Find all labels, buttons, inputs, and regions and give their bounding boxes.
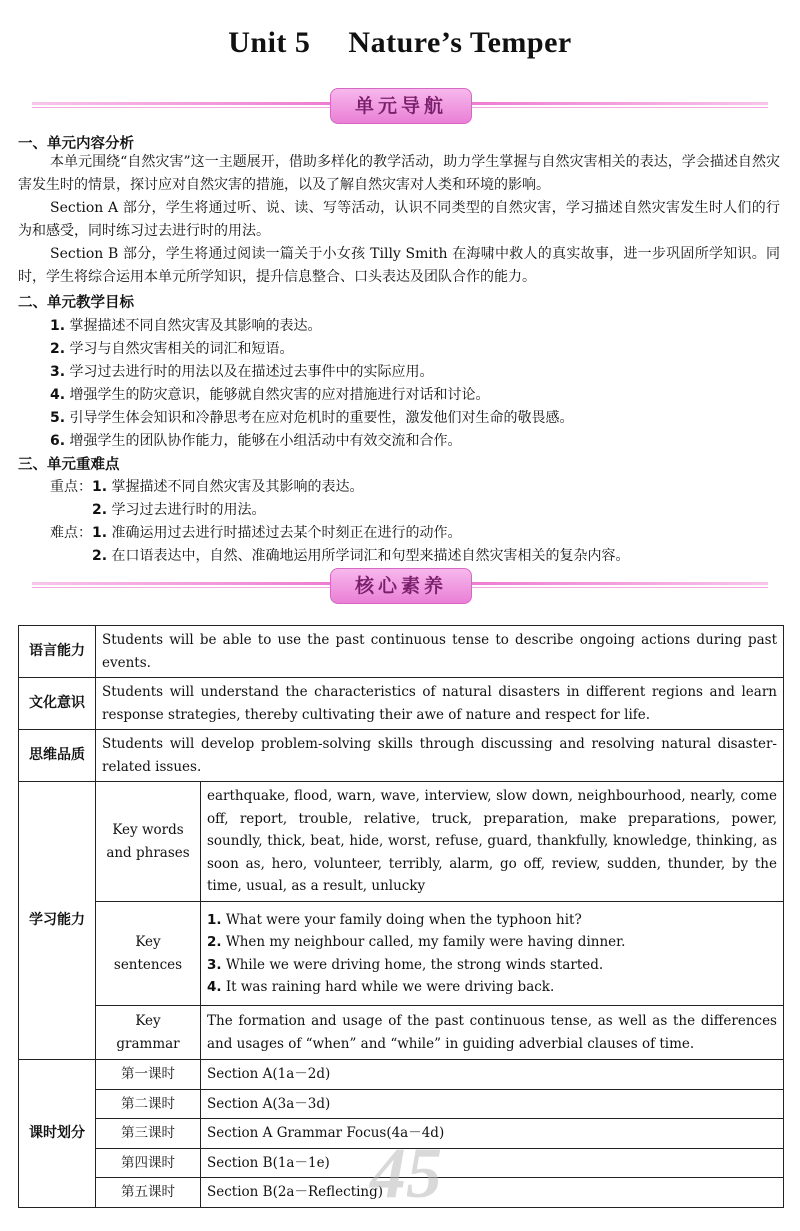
lesson-label: 第一课时 — [96, 1060, 201, 1090]
key-point-2: 2. 学习过去进行时的用法。 — [92, 502, 266, 518]
key-words-label: Key words and phrases — [96, 782, 201, 902]
section1-paragraph-2: Section A 部分，学生将通过听、说、读、写等活动，认识不同类型的自然灾害，学习描述自然灾害发生时人们的行为和感受，同时练习过去进行时的用法。 — [18, 200, 780, 239]
goal-item: 3. 学习过去进行时的用法以及在描述过去事件中的实际应用。 — [50, 364, 434, 380]
section1-heading: 一、单元内容分析 — [18, 136, 134, 152]
banner-guide-label: 单元导航 — [330, 88, 472, 124]
goal-item: 2. 学习与自然灾害相关的词汇和短语。 — [50, 341, 294, 357]
section1-paragraph-3: Section B 部分，学生将通过阅读一篇关于小女孩 Tilly Smith 在海啸中救人的真实故事，进一步巩固所学知识。同时，学生将综合运用本单元所学知识，提升信息整合、口头表达及团队合作的能力。 — [18, 246, 780, 285]
section2-heading: 二、单元教学目标 — [18, 295, 134, 311]
difficult-point-1: 难点：1. 准确运用过去进行时描述过去某个时刻正在进行的动作。 — [50, 525, 462, 541]
key-sentences-list — [201, 902, 784, 1006]
thinking-text: Students will develop problem-solving skills through discussing and resolving natural disaster-related issues. — [96, 730, 784, 782]
table-row — [19, 1089, 784, 1119]
goal-item: 5. 引导学生体会知识和冷静思考在应对危机时的重要性，激发他们对生命的敬畏感。 — [50, 410, 574, 426]
row-label-schedule: 课时划分 — [19, 1060, 96, 1208]
lesson-content: Section B(1a－1e) — [201, 1148, 784, 1178]
table-row — [19, 1006, 784, 1060]
lesson-label: 第四课时 — [96, 1148, 201, 1178]
table-row — [19, 902, 784, 1006]
unit-number: Unit 5 — [228, 26, 311, 59]
page-title — [0, 26, 800, 60]
banner-core-label: 核心素养 — [330, 568, 472, 604]
section1-paragraph-1: 本单元围绕“自然灾害”这一主题展开，借助多样化的教学活动，助力学生掌握与自然灾害相关的表达，学会描述自然灾害发生时的情景，探讨应对自然灾害的措施，以及了解自然灾害对人类和环境的影响。 — [18, 154, 780, 193]
culture-text: Students will understand the characteristics of natural disasters in different regions and learn response strategies, thereby cultivating their awe of nature and respect for life. — [96, 678, 784, 730]
table-row — [19, 1060, 784, 1090]
key-point-1: 重点：1. 掌握描述不同自然灾害及其影响的表达。 — [50, 479, 364, 495]
lesson-label: 第五课时 — [96, 1178, 201, 1208]
key-sentence: 2. When my neighbour called, my family were having dinner. — [207, 934, 626, 950]
row-label-culture: 文化意识 — [19, 678, 96, 730]
section3-heading: 三、单元重难点 — [18, 457, 120, 473]
key-grammar-text: The formation and usage of the past continuous tense, as well as the differences and usages of “when” and “while” in guiding adverbial clauses of time. — [201, 1006, 784, 1060]
banner-core — [32, 566, 768, 606]
table-row — [19, 782, 784, 902]
banner-guide — [32, 86, 768, 126]
lesson-content: Section A(3a－3d) — [201, 1089, 784, 1119]
key-grammar-label: Key grammar — [96, 1006, 201, 1060]
key-sentence: 3. While we were driving home, the strong winds started. — [207, 956, 604, 973]
table-row — [19, 678, 784, 730]
page-number: 45 — [370, 1133, 442, 1213]
row-label-learning: 学习能力 — [19, 782, 96, 1060]
unit-name: Nature’s Temper — [348, 26, 572, 59]
language-text: Students will be able to use the past continuous tense to describe ongoing actions during past events. — [96, 626, 784, 678]
key-sentence: 1. What were your family doing when the typhoon hit? — [207, 911, 582, 928]
lesson-content: Section A Grammar Focus(4a－4d) — [201, 1119, 784, 1149]
key-sentences-label: Key sentences — [96, 902, 201, 1006]
goal-item: 1. 掌握描述不同自然灾害及其影响的表达。 — [50, 318, 322, 334]
lesson-label: 第三课时 — [96, 1119, 201, 1149]
difficult-point-2: 2. 在口语表达中，自然、准确地运用所学词汇和句型来描述自然灾害相关的复杂内容。 — [92, 548, 630, 564]
key-words-text: earthquake, flood, warn, wave, interview, slow down, neighbourhood, nearly, come off, report, trouble, relative, truck, preparation, make preparations, power, soundly, thick, beat, hide, worst, refuse, guard, thankfully, knowledge, thinking, as soon as, hero, volunteer, terribly, alarm, go off, review, sudden, thunder, by the time, usual, as a result, unlucky — [201, 782, 784, 902]
lesson-content: Section A(1a－2d) — [201, 1060, 784, 1090]
row-label-language: 语言能力 — [19, 626, 96, 678]
goal-item: 4. 增强学生的防灾意识，能够就自然灾害的应对措施进行对话和讨论。 — [50, 387, 490, 403]
lesson-content: Section B(2a－Reflecting) — [201, 1178, 784, 1208]
lesson-label: 第二课时 — [96, 1089, 201, 1119]
table-row — [19, 730, 784, 782]
goal-item: 6. 增强学生的团队协作能力，能够在小组活动中有效交流和合作。 — [50, 433, 462, 449]
core-literacy-table — [18, 625, 784, 1208]
table-row — [19, 626, 784, 678]
key-sentence: 4. It was raining hard while we were driving back. — [207, 979, 555, 995]
row-label-thinking: 思维品质 — [19, 730, 96, 782]
